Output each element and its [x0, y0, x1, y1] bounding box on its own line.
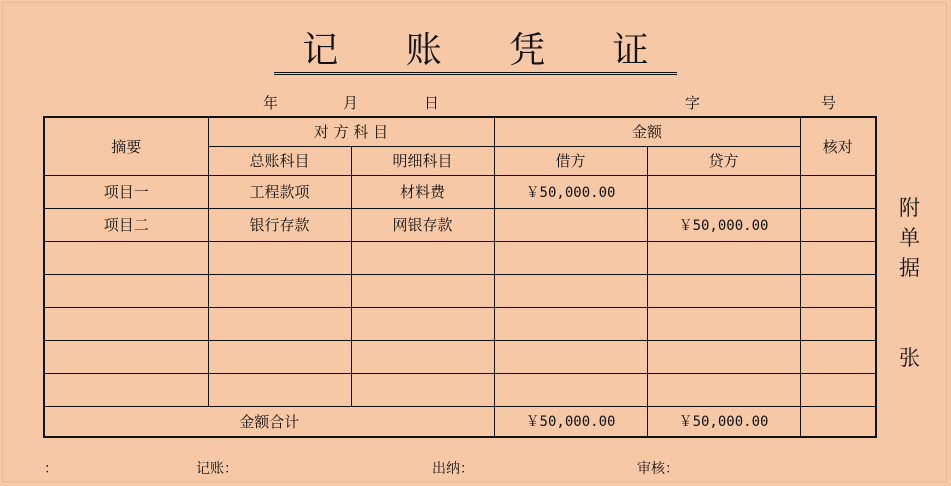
voucher-hao-label: 号 [821, 94, 837, 112]
date-year-label: 年 [263, 94, 279, 112]
total-label: 金额合计 [44, 406, 494, 437]
attachment-count-label: 张 [899, 346, 920, 370]
row-debit: ￥50,000.00 [494, 175, 647, 208]
footer-bookkeeping-label: 记账： [196, 461, 238, 477]
row-debit [494, 208, 647, 241]
row-general: 银行存款 [208, 208, 351, 241]
empty-row [44, 373, 876, 406]
row-summary: 项目二 [44, 208, 208, 241]
date-month-label: 月 [343, 94, 359, 112]
table-row [44, 208, 876, 241]
date-day-label: 日 [424, 94, 440, 112]
empty-row [44, 307, 876, 340]
row-check [800, 175, 876, 208]
empty-row [44, 340, 876, 373]
header-credit: 贷方 [647, 146, 800, 175]
row-credit [647, 175, 800, 208]
footer-first-label: ： [44, 461, 58, 477]
footer-audit-label: 审核： [637, 461, 679, 477]
row-credit: ￥50,000.00 [647, 208, 800, 241]
voucher-table [43, 116, 877, 438]
header-general-account: 总账科目 [208, 146, 351, 175]
empty-row [44, 274, 876, 307]
total-check [800, 406, 876, 437]
total-debit: ￥50,000.00 [494, 406, 647, 437]
total-row [44, 406, 876, 437]
row-detail: 材料费 [351, 175, 494, 208]
voucher-title: 记 账 凭 证 [274, 30, 676, 75]
table-row [44, 175, 876, 208]
header-summary: 摘要 [44, 117, 208, 175]
header-check: 核对 [800, 117, 876, 175]
voucher-title-wrap [0, 30, 951, 75]
row-summary: 项目一 [44, 175, 208, 208]
row-detail: 网银存款 [351, 208, 494, 241]
header-detail-account: 明细科目 [351, 146, 494, 175]
header-amount: 金额 [494, 117, 800, 146]
voucher-zi-label: 字 [685, 94, 701, 112]
empty-row [44, 241, 876, 274]
row-general: 工程款项 [208, 175, 351, 208]
header-row-1 [44, 117, 876, 146]
attachment-label-3: 据 [899, 256, 920, 280]
header-debit: 借方 [494, 146, 647, 175]
attachment-label-1: 附 [899, 196, 920, 220]
header-account: 对 方 科 目 [208, 117, 494, 146]
row-check [800, 208, 876, 241]
attachment-label-2: 单 [899, 226, 920, 250]
footer-cashier-label: 出纳： [432, 461, 474, 477]
total-credit: ￥50,000.00 [647, 406, 800, 437]
